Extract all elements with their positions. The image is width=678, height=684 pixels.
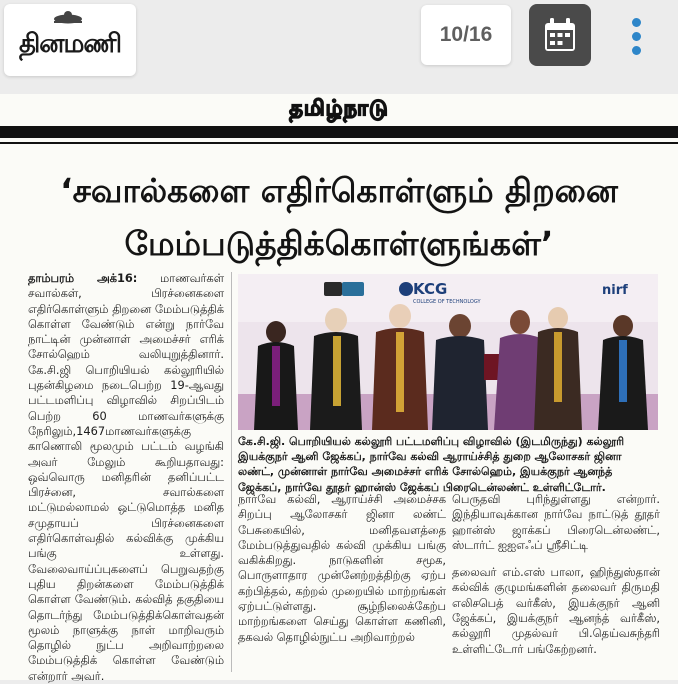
article-photo[interactable] — [238, 274, 658, 430]
kcg-logo-text: KCG — [413, 280, 448, 298]
kcg-logo-subtext: COLLEGE OF TECHNOLOGY — [413, 299, 481, 305]
section-title: தமிழ்நாடு — [289, 96, 389, 120]
left-column-text: மாணவர்கள் சவால்கள், பிரச்னைகளை எதிர்கொள்ளும் திறனை மேம்படுத்திக் கொள்ள வேண்டும் என்று நார்வே நாட்டின் முன்னாள் அமைச்சர் எரிக் சோல்ஹெம் வலியுறுத்தினார். கே.சி.ஜி பொறியியல் கல்லூரியில் புதன்கிழமை நடைபெற்ற 19-ஆவது பட்டமளிப்பு விழாவில் சிறப்பிடம் பெற்ற 60 மாணவர்களுக்கு நேரிலும்,1467மாணவர்களுக்கு காணொலி மூலமும் பட்டம் வழங்கி அவர் மேலும் கூறியதாவது: ஒவ்வொரு மனிதரின் தனிப்பட்ட பிரச்னை, சவால்களை மட்டுமல்லாமல் ஒட்டுமொத்த மனித சமுதாயப் பிரச்னைகளை எதிர்கொள்வதில் கல்விக்கு முக்கிய பங்கு உள்ளது. வேலைவாய்ப்புகளைப் பெறுவதற்கு புதிய திறன்களை மேம்படுத்திக் கொள்ள வேண்டும். கல்வித் தகுதியை தொடர்ந்து மேம்படுத்திக்கொள்வதன் மூலம் நாளுக்கு நாள் மாறிவரும் தொழில் நுட்ப அறிவாற்றலை மேம்படுத்திக் கொள்ள வேண்டும் என்றார் அவர். — [28, 271, 224, 683]
section-header — [0, 94, 678, 124]
dateline: தாம்பரம் அக்16: — [28, 271, 138, 285]
emblem-icon — [48, 10, 88, 24]
kebab-menu-icon[interactable] — [622, 14, 650, 58]
graduation-photo — [238, 274, 658, 430]
newspaper-page — [0, 94, 678, 683]
section-rule-thin — [0, 142, 678, 144]
right-column-para-1: பெருதவி புரிந்துள்ளது என்றார். இந்தியாவுக்கான நார்வே நாட்டுத் தூதர் ஹான்ஸ் ஜாக்கப் பிரைடென்லண்ட், ஸ்டார்ட் ஐஐஎஃப் ஸ்ரீசிட்டி — [452, 492, 660, 552]
calendar-icon — [544, 18, 576, 52]
middle-column-text: நார்வே கல்வி, ஆராய்ச்சி அமைச்சக சிறப்பு ஆலோசகர் ஜினா லண்ட் பேசுகையில், மனிதவளத்தை மேம்படுத்துவதில் கல்வி முக்கிய பங்கு வகிக்கிறது. நாடுகளின் சமூக, பொருளாதார முன்னேற்றத்திற்கு ஏற்ப கற்பித்தல், கற்றல் முறையில் மாற்றங்கள் ஏற்பட்டுள்ளது. சூழ்நிலைக்கேற்ப மாற்றங்களை செய்து கொள்ள கணினி, தகவல் தொழில்நுட்ப அறிவாற்றல் — [238, 492, 446, 644]
headline-line-1: ‘சவால்களை எதிர்கொள்ளும் திறனை — [60, 171, 618, 210]
article-column-left — [28, 271, 224, 684]
app-header — [0, 0, 678, 94]
newspaper-logo[interactable] — [4, 4, 136, 76]
page-indicator[interactable]: 10/16 — [421, 5, 511, 65]
headline-line-2: மேம்படுத்திக்கொள்ளுங்கள்’ — [124, 224, 554, 263]
section-rule-thick — [0, 126, 678, 138]
right-column-para-2: தலைவர் எம்.எஸ் பாலா, ஹிந்துஸ்தான் கல்விக் குழுமங்களின் தலைவர் திருமதி எலிசபெத் வர்கீஸ், இயக்குநர் ஆனி ஜேக்கப், இயக்குநர் ஆனந்த் வர்கீஸ், கல்லூரி முதல்வர் பி.தெய்வசுந்தரி உள்ளிட்டோர் பங்கேற்றனர். — [452, 565, 660, 656]
article-column-right — [452, 492, 660, 657]
calendar-button[interactable] — [529, 4, 591, 66]
logo-wordmark: தினமணி — [18, 29, 122, 59]
article-column-middle — [238, 492, 446, 645]
article-headline — [0, 164, 678, 270]
column-divider — [231, 272, 232, 672]
photo-caption: கே.சி.ஜி. பொறியியல் கல்லூரி பட்டமளிப்பு விழாவில் (இடமிருந்து) கல்லூரி இயக்குநர் ஆனி ஜேக்கப், நார்வே கல்வி ஆராய்ச்சித் துறை ஆலோசகர் ஜினா லண்ட், முன்னாள் நார்வே அமைச்சர் எரிக் சோல்ஹெம், இயக்குநர் ஆனந்த் ஜேக்கப், நார்வே தூதர் ஹான்ஸ் ஜேக்கப் பிரைடென்லண்ட் உள்ளிட்டோர். — [238, 435, 625, 494]
nirf-logo-text: nirf — [602, 283, 628, 298]
